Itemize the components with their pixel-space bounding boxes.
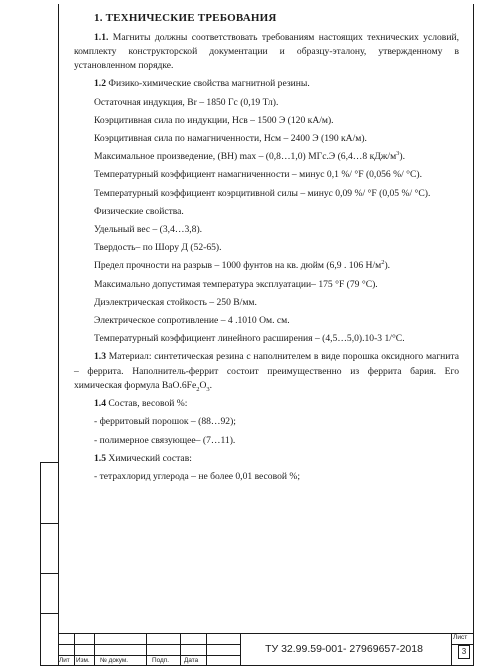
label-izm: Изм. <box>76 657 90 664</box>
title-block-col-line <box>240 634 241 666</box>
temp-coef-magnetization: Температурный коэффициент намагниченности – минус 0,1 %/ °F (0,056 %/ °С). <box>94 169 423 181</box>
composition-binder: - полимерное связующее– (7…11). <box>94 434 236 446</box>
text-part: ). <box>384 260 391 272</box>
text-part: O <box>199 380 207 392</box>
subscript: 3 <box>206 385 210 393</box>
document-code: ТУ 32.99.59-001- 27969657-2018 <box>265 643 423 655</box>
paragraph-1-2 <box>74 77 459 91</box>
section-heading: 1. ТЕХНИЧЕСКИЕ ТРЕБОВАНИЯ <box>94 12 277 24</box>
paragraph-1-5 <box>74 452 459 466</box>
label-lit: Лит <box>59 657 70 664</box>
tensile-strength <box>74 259 459 273</box>
superscript: 2 <box>381 259 385 267</box>
side-strip-divider <box>41 573 58 574</box>
label-doc-number: № докум. <box>100 657 129 664</box>
clause-number: 1.3 <box>94 351 106 363</box>
physical-properties-title: Физические свойства. <box>94 205 184 217</box>
text-part: Предел прочности на разрыв – 1000 фунтов на кв. дюйм (6,9 . 106 Н/м <box>94 260 382 272</box>
paragraph-1-1 <box>74 31 459 74</box>
max-energy-product <box>74 150 459 164</box>
electrical-resistance: Электрическое сопротивление – 4 .1010 Ом. см. <box>94 314 290 326</box>
clause-text: Физико-химические свойства магнитной резины. <box>106 78 310 90</box>
dielectric-strength: Диэлектрическая стойкость – 250 В/мм. <box>94 296 257 308</box>
clause-text: Химический состав: <box>106 452 192 464</box>
title-block-row-line <box>58 644 240 645</box>
title-block-col-line <box>180 634 181 666</box>
sheet-number: 3 <box>458 645 470 659</box>
title-block-col-line <box>94 634 95 666</box>
chem-carbon-tetrachloride: - тетрахлорид углерода – не более 0,01 весовой %; <box>94 471 301 482</box>
text-part: . <box>209 380 213 392</box>
superscript: 3 <box>396 150 400 158</box>
residual-induction: Остаточная индукция, Вr – 1850 Гс (0,19 Тл). <box>94 96 279 108</box>
clause-text: Магниты должны соответствовать требованиям настоящих технических условий, комплекту конструкторской документации и образцу-эталону, утвержденному в установленном порядке. <box>74 31 459 72</box>
title-block <box>58 633 474 666</box>
text-part: Максимальное произведение, (ВН) max – (0,8…1,0) МГс.Э (6,4…8 кДж/м <box>94 151 397 163</box>
label-signature: Подп. <box>152 657 169 664</box>
clause-number: 1.2 <box>94 78 106 90</box>
side-strip-divider <box>41 523 58 524</box>
thermal-expansion-coef: Температурный коэффициент линейного расширения – (4,5…5,0).10-3 1/°С. <box>94 333 405 345</box>
title-block-col-line <box>206 634 207 666</box>
side-strip-divider <box>41 613 58 614</box>
clause-text: Материал: синтетическая резина с наполнителем в виде порошка оксидного магнита – феррита. Наполнитель-феррит состоит преимущественно из феррита бария. Его химическая формула ВаО.6Fe <box>74 351 459 392</box>
clause-number: 1.1. <box>94 31 109 43</box>
document-body <box>74 10 459 488</box>
max-operating-temp: Максимально допустимая температура эксплуатации– 175 °F (79 °С). <box>94 278 378 290</box>
coercive-force-magnetization: Коэрцитивная сила по намагниченности, Нсм – 2400 Э (190 кА/м). <box>94 133 367 145</box>
title-block-col-line <box>74 634 75 666</box>
paragraph-1-4 <box>74 397 459 411</box>
clause-number: 1.5 <box>94 452 106 464</box>
subscript: 2 <box>196 385 200 393</box>
text-part: ). <box>399 151 405 163</box>
hardness: Твердость– по Шору Д (52-65). <box>94 242 222 254</box>
composition-ferrite: - ферритовый порошок – (88…92); <box>94 416 236 428</box>
coercive-force-induction: Коэрцитивная сила по индукции, Нсв – 1500 Э (120 кА/м). <box>94 114 334 126</box>
paragraph-1-3 <box>74 350 459 393</box>
sheet-label: Лист <box>453 634 468 641</box>
label-date: Дата <box>184 657 199 664</box>
title-block-row-line <box>58 655 240 656</box>
side-stamp-strip <box>40 462 58 666</box>
title-block-col-line <box>146 634 147 666</box>
specific-weight: Удельный вес – (3,4…3,8). <box>94 223 203 235</box>
sheet-box <box>451 634 474 666</box>
clause-number: 1.4 <box>94 398 106 410</box>
temp-coef-coercive: Температурный коэффициент коэрцитивной силы – минус 0,09 %/ °F (0,05 %/ °С). <box>94 187 431 199</box>
clause-text: Состав, весовой %: <box>106 398 188 410</box>
